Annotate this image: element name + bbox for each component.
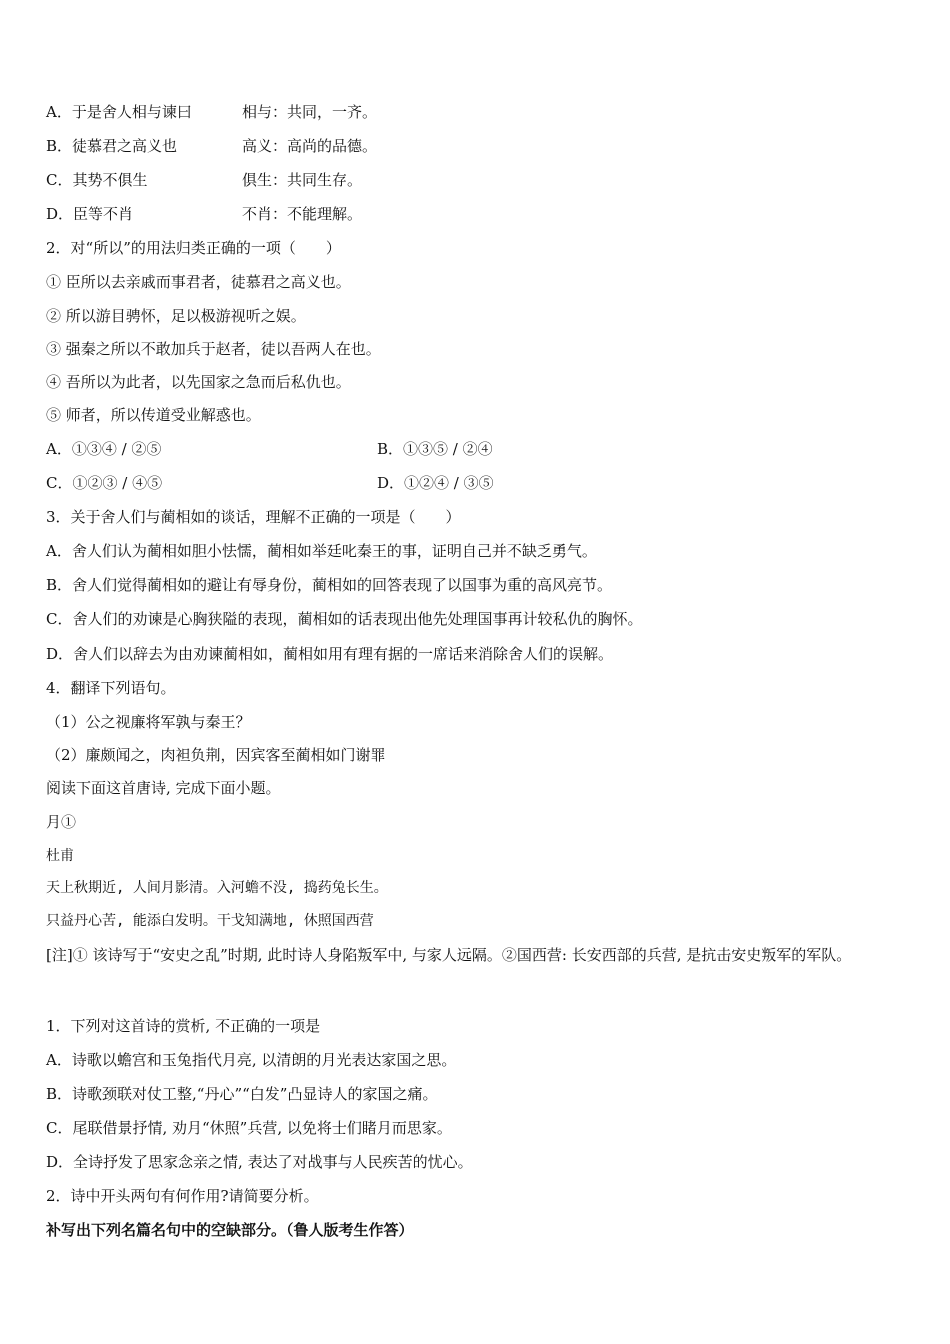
- poem-author: 杜甫: [46, 848, 74, 864]
- q3-option-c: C．舍人们的劝谏是心胸狭隘的表现，蔺相如的话表现出他先处理国事再计较私仇的胸怀。: [46, 610, 643, 628]
- q1-option-c: [46, 169, 910, 191]
- pq1-option-b: B．诗歌颈联对仗工整,“丹心”“白发”凸显诗人的家国之痛。: [46, 1085, 438, 1103]
- q2-item-2: ② 所以游目骋怀，足以极游视听之娱。: [46, 307, 306, 325]
- q4-item-2: （2）廉颇闻之，肉袒负荆，因宾客至蔺相如门谢罪: [46, 746, 386, 764]
- q2-item-3: ③ 强秦之所以不敢加兵于赵者，徒以吾两人在也。: [46, 340, 381, 358]
- q1-option-d-gloss: 不肖：不能理解。: [242, 205, 363, 223]
- pq1-option-d: D．全诗抒发了思家念亲之情, 表达了对战事与人民疾苦的忧心。: [46, 1153, 473, 1171]
- poem-line-1: 天上秋期近, 人间月影清。入河蟾不没, 捣药兔长生。: [46, 880, 388, 896]
- q3-option-b: B．舍人们觉得蔺相如的避让有辱身份，蔺相如的回答表现了以国事为重的高风亮节。: [46, 576, 613, 594]
- q1-option-a-text: A．于是舍人相与谏曰: [46, 103, 192, 121]
- q1-option-b-gloss: 高义：高尚的品德。: [242, 137, 378, 155]
- q1-option-a-gloss: 相与：共同，一齐。: [242, 103, 378, 121]
- q2-option-a: A．①③④ / ②⑤: [46, 440, 162, 458]
- poem-note: [注]① 该诗写于“安史之乱”时期, 此时诗人身陷叛军中, 与家人远隔。②国西营: 长安西部的兵营, 是抗击安史叛军的军队。: [46, 946, 852, 964]
- pq1-stem: 1．下列对这首诗的赏析, 不正确的一项是: [46, 1017, 321, 1035]
- pq2-stem: 2．诗中开头两句有何作用?请简要分析。: [46, 1187, 319, 1205]
- q4-item-1: （1）公之视廉将军孰与秦王？: [46, 713, 251, 731]
- q2-option-b: B．①③⑤ / ②④: [377, 440, 493, 458]
- q3-option-d: D．舍人们以辞去为由劝谏蔺相如，蔺相如用有理有据的一席话来消除舍人们的误解。: [46, 645, 614, 663]
- q3-stem: 3．关于舍人们与蔺相如的谈话，理解不正确的一项是（ ）: [46, 508, 461, 526]
- section-heading: 补写出下列名篇名句中的空缺部分。（鲁人版考生作答）: [46, 1221, 414, 1239]
- q2-item-1: ① 臣所以去亲戚而事君者，徒慕君之高义也。: [46, 273, 351, 291]
- pq1-option-c: C．尾联借景抒情, 劝月“休照”兵营, 以免将士们睹月而思家。: [46, 1119, 452, 1137]
- q2-option-c: C．①②③ / ④⑤: [46, 474, 163, 492]
- poem-line-2: 只益丹心苦, 能添白发明。干戈知满地, 休照国西营: [46, 913, 374, 929]
- q2-options-row-1: [46, 438, 910, 460]
- q1-option-c-gloss: 俱生：共同生存。: [242, 171, 363, 189]
- q1-option-d-text: D．臣等不肖: [46, 205, 134, 223]
- q1-option-a: [46, 101, 910, 123]
- q2-item-4: ④ 吾所以为此者，以先国家之急而后私仇也。: [46, 373, 351, 391]
- q2-item-5: ⑤ 师者，所以传道受业解惑也。: [46, 406, 261, 424]
- q1-option-b: [46, 135, 910, 157]
- q1-option-b-text: B．徒慕君之高义也: [46, 137, 178, 155]
- q4-stem: 4．翻译下列语句。: [46, 679, 176, 697]
- q1-option-d: [46, 203, 910, 225]
- q2-option-d: D．①②④ / ③⑤: [377, 474, 494, 492]
- q3-option-a: A．舍人们认为蔺相如胆小怯懦，蔺相如举廷叱秦王的事，证明自己并不缺乏勇气。: [46, 542, 597, 560]
- pq1-option-a: A．诗歌以蟾宫和玉兔指代月亮, 以清朗的月光表达家国之思。: [46, 1051, 457, 1069]
- poem-title: 月①: [46, 813, 77, 831]
- q2-stem: 2．对“所以”的用法归类正确的一项（ ）: [46, 239, 341, 257]
- q1-option-c-text: C．其势不俱生: [46, 171, 148, 189]
- q2-options-row-2: [46, 472, 910, 494]
- poem-intro: 阅读下面这首唐诗, 完成下面小题。: [46, 779, 281, 797]
